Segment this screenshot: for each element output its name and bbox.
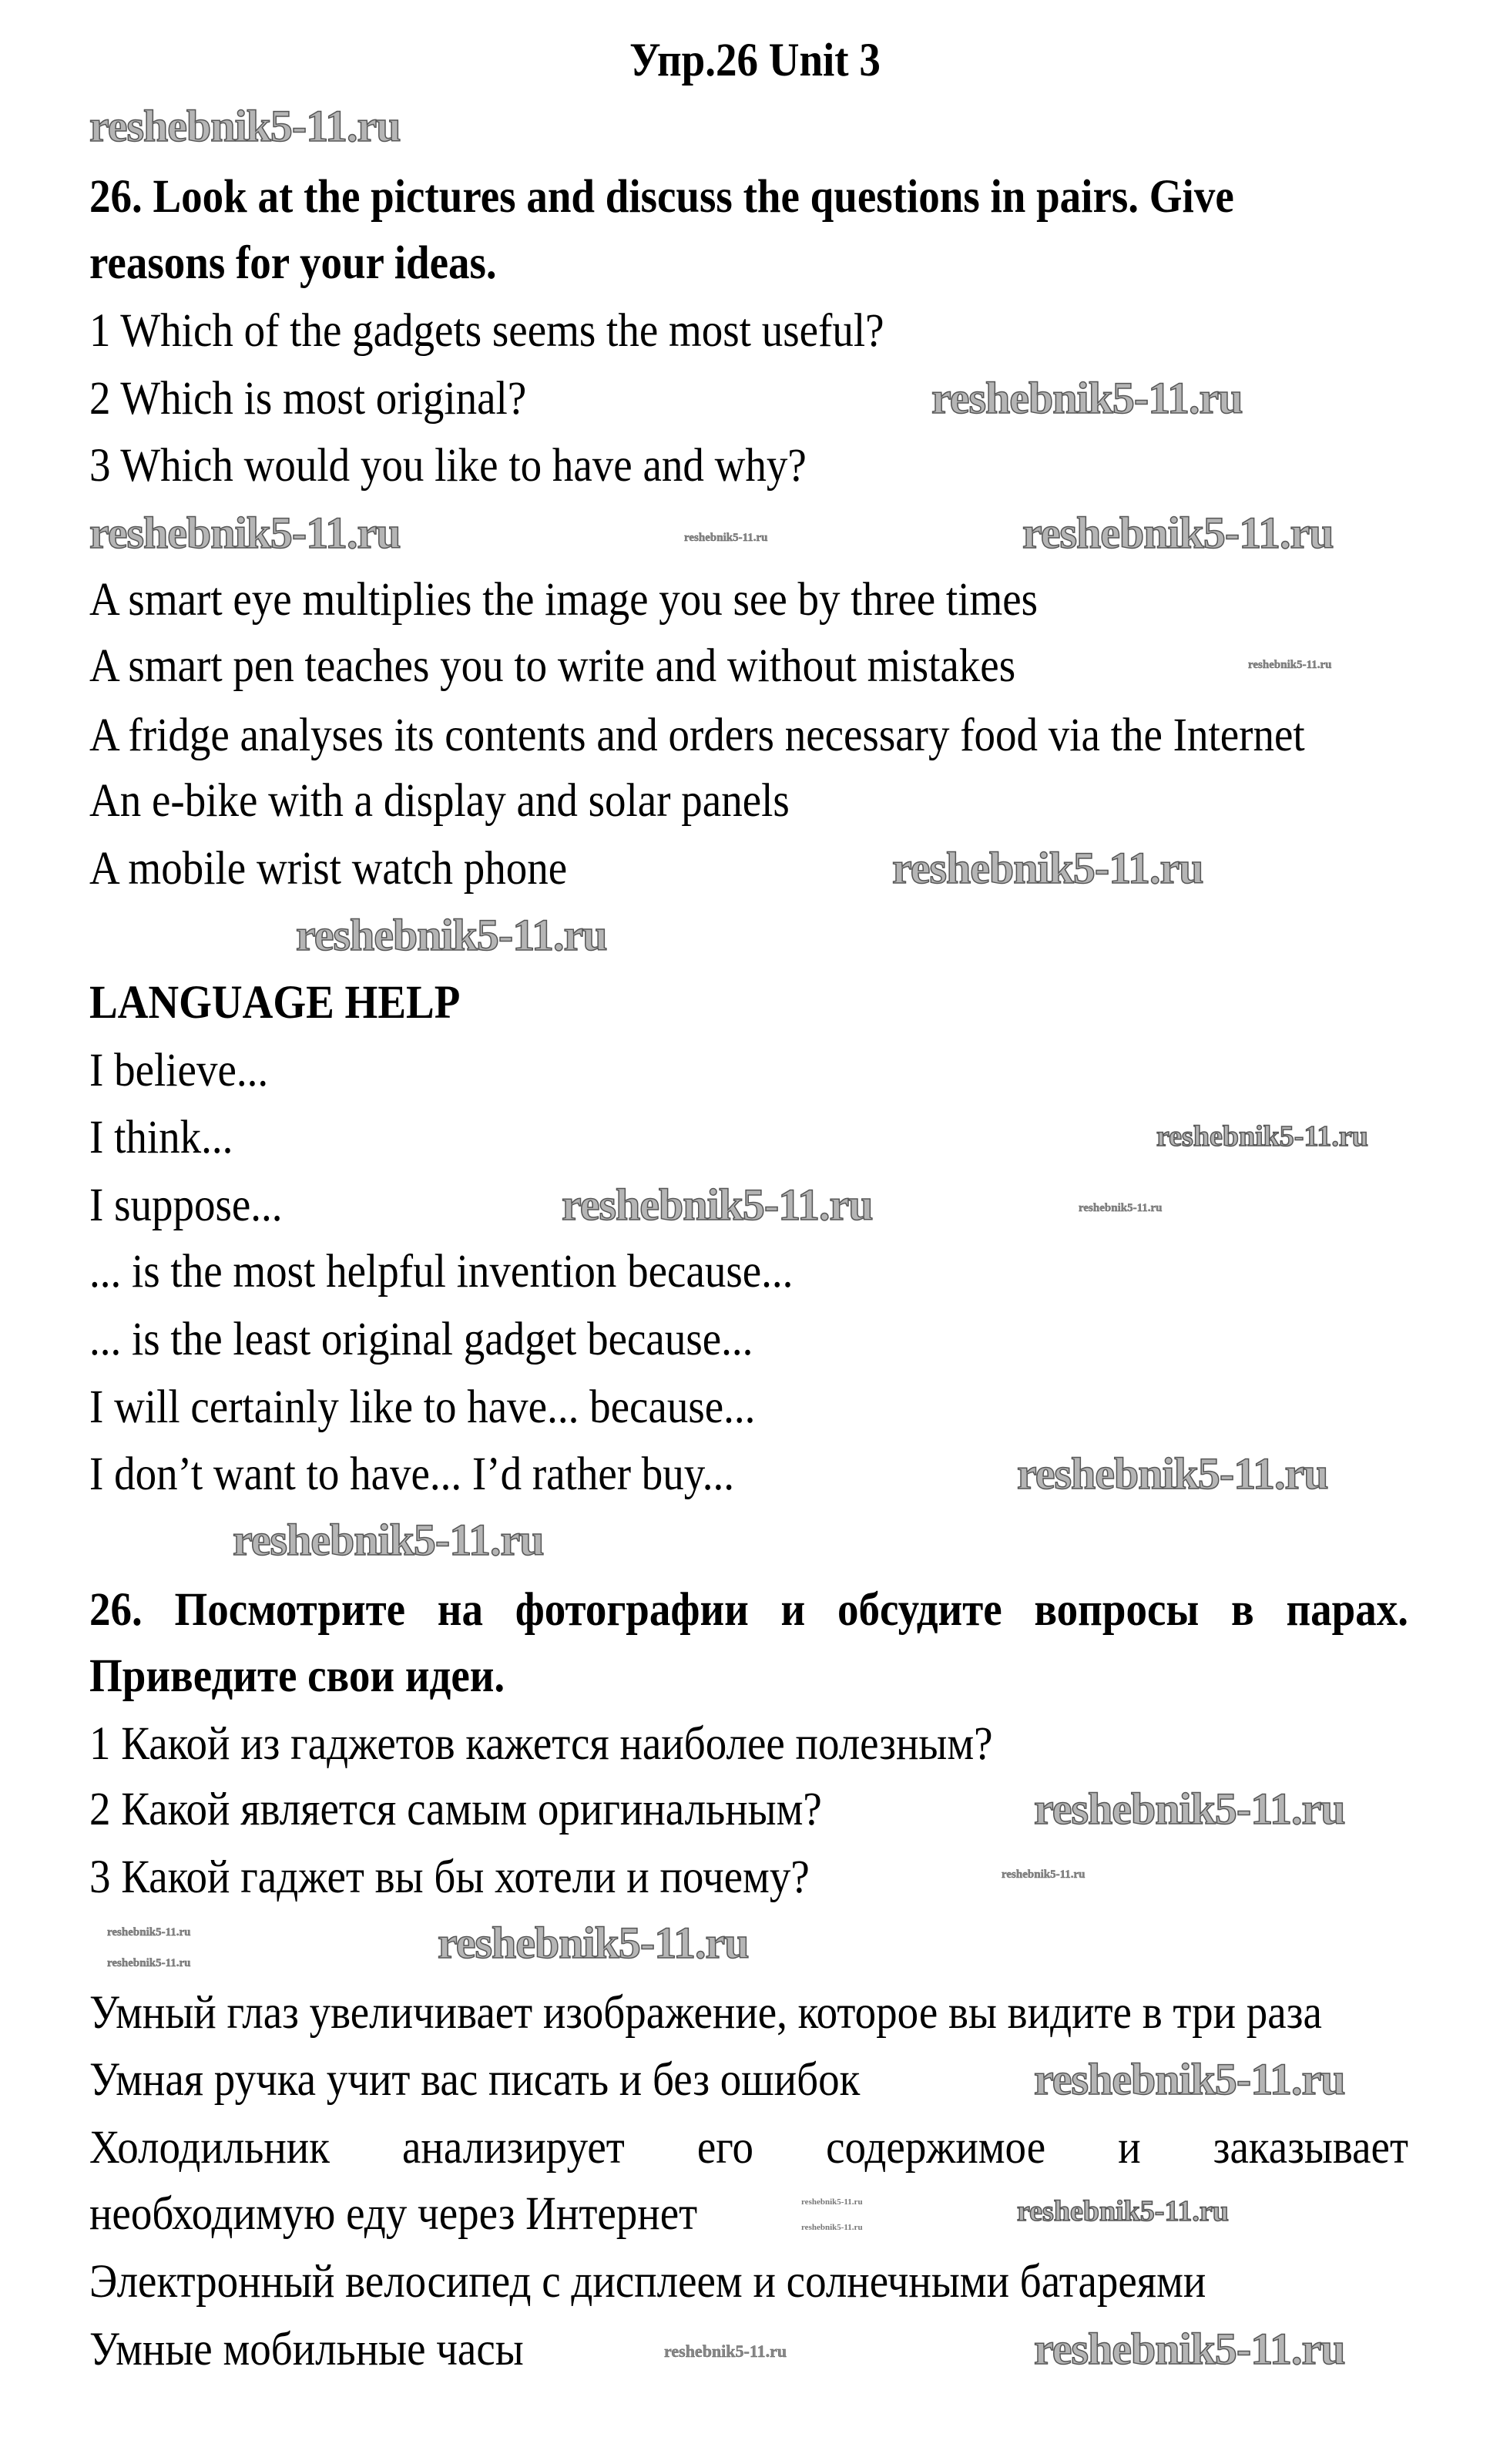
watermark: reshebnik5-11.ru xyxy=(1017,2195,1229,2227)
watermark: reshebnik5-11.ru xyxy=(1017,1449,1328,1499)
question-en: 1 Which of the gadgets seems the most useful? xyxy=(89,304,884,357)
gadget-ru: необходимую еду через Интернет xyxy=(89,2187,698,2240)
watermark: reshebnik5-11.ru xyxy=(1034,1784,1345,1834)
phrase-en: I will certainly like to have... because... xyxy=(89,1380,756,1433)
gadget-ru: Холодильник анализирует его содержимое и заказывает xyxy=(89,2120,1408,2174)
question-en: 2 Which is most original? xyxy=(89,371,527,425)
watermark: reshebnik5-11.ru xyxy=(801,2197,863,2207)
watermark: reshebnik5-11.ru xyxy=(296,910,607,960)
watermark: reshebnik5-11.ru xyxy=(1002,1868,1086,1881)
phrase-en: ... is the most helpful invention because... xyxy=(89,1244,794,1297)
gadget-en: An e-bike with a display and solar panels xyxy=(89,774,790,827)
phrase-en: I don’t want to have... I’d rather buy... xyxy=(89,1447,734,1500)
watermark: reshebnik5-11.ru xyxy=(233,1515,544,1565)
watermark: reshebnik5-11.ru xyxy=(801,2223,863,2232)
phrase-en: ... is the least original gadget because... xyxy=(89,1312,753,1365)
watermark: reshebnik5-11.ru xyxy=(684,532,768,544)
gadget-ru: Умные мобильные часы xyxy=(89,2322,524,2375)
question-ru: 3 Какой гаджет вы бы хотели и почему? xyxy=(89,1850,810,1903)
watermark: reshebnik5-11.ru xyxy=(892,843,1203,893)
watermark: reshebnik5-11.ru xyxy=(107,1957,191,1969)
gadget-ru: Электронный велосипед с дисплеем и солнечными батареями xyxy=(89,2254,1206,2308)
task-heading-en: reasons for your ideas. xyxy=(89,236,497,289)
watermark: reshebnik5-11.ru xyxy=(107,1926,191,1939)
gadget-ru: Умный глаз увеличивает изображение, которое вы видите в три раза xyxy=(89,1986,1322,2039)
phrase-en: I think... xyxy=(89,1110,233,1163)
gadget-en: A smart eye multiplies the image you see by three times xyxy=(89,572,1039,626)
gadget-ru: Умная ручка учит вас писать и без ошибок xyxy=(89,2053,861,2106)
page-title: Упр.26 Unit 3 xyxy=(629,33,881,86)
watermark: reshebnik5-11.ru xyxy=(1156,1120,1368,1153)
watermark: reshebnik5-11.ru xyxy=(931,373,1243,423)
watermark: reshebnik5-11.ru xyxy=(1079,1202,1163,1214)
task-heading-en: 26. Look at the pictures and discuss the questions in pairs. Give xyxy=(89,170,1234,223)
watermark: reshebnik5-11.ru xyxy=(89,508,401,558)
gadget-en: A fridge analyses its contents and orders necessary food via the Internet xyxy=(89,708,1305,761)
watermark: reshebnik5-11.ru xyxy=(1248,659,1332,671)
task-heading-ru: 26. Посмотрите на фотографии и обсудите вопросы в парах. xyxy=(89,1583,1408,1636)
language-help-heading: LANGUAGE HELP xyxy=(89,975,461,1029)
question-ru: 1 Какой из гаджетов кажется наиболее полезным? xyxy=(89,1717,993,1770)
watermark: reshebnik5-11.ru xyxy=(1034,2054,1345,2104)
watermark: reshebnik5-11.ru xyxy=(1034,2324,1345,2374)
phrase-en: I suppose... xyxy=(89,1178,283,1231)
watermark: reshebnik5-11.ru xyxy=(664,2341,787,2361)
watermark: reshebnik5-11.ru xyxy=(1022,508,1334,558)
watermark: reshebnik5-11.ru xyxy=(89,101,401,151)
question-ru: 2 Какой является самым оригинальным? xyxy=(89,1782,822,1835)
task-heading-ru: Приведите свои идеи. xyxy=(89,1649,505,1702)
watermark: reshebnik5-11.ru xyxy=(438,1918,749,1968)
question-en: 3 Which would you like to have and why? xyxy=(89,438,807,492)
gadget-en: A smart pen teaches you to write and without mistakes xyxy=(89,639,1016,692)
watermark: reshebnik5-11.ru xyxy=(562,1180,873,1230)
gadget-en: A mobile wrist watch phone xyxy=(89,841,568,895)
phrase-en: I believe... xyxy=(89,1043,269,1096)
